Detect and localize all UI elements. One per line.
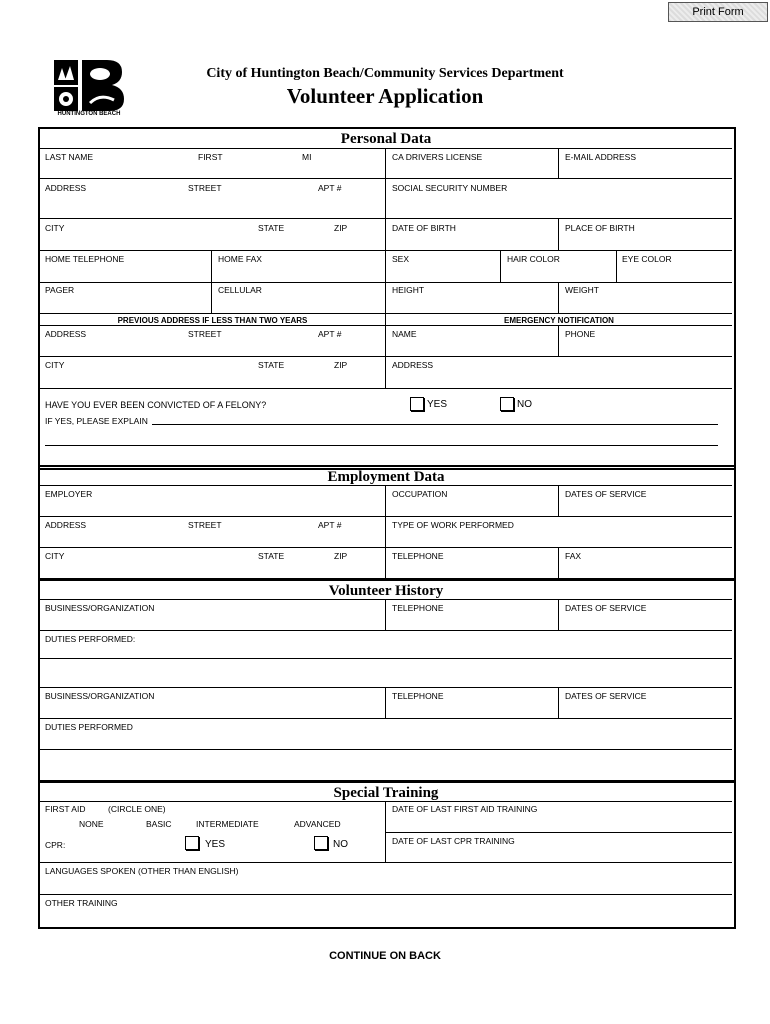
height-label: HEIGHT (392, 285, 425, 295)
prev-street-label: STREET (188, 329, 222, 339)
felony-yes-label: YES (427, 399, 448, 410)
explain-line-1[interactable] (152, 424, 718, 425)
home-fax-label: HOME FAX (218, 254, 262, 264)
employment-address-label: ADDRESS (45, 520, 87, 530)
zip-label: ZIP (334, 223, 348, 233)
felony-yes-checkbox[interactable] (410, 397, 424, 411)
personal-data-title: Personal Data (340, 131, 432, 147)
last-name-label: LAST NAME (45, 152, 94, 162)
employment-state-label: STATE (258, 551, 285, 561)
employment-telephone-label: TELEPHONE (392, 551, 444, 561)
eye-color-label: EYE COLOR (622, 254, 672, 264)
employment-fax-label: FAX (565, 551, 582, 561)
employment-city-label: CITY (45, 551, 65, 561)
felony-question: HAVE YOU EVER BEEN CONVICTED OF A FELONY? (45, 400, 267, 410)
cpr-yes-checkbox[interactable] (185, 836, 199, 850)
first-aid-none-option[interactable]: NONE (79, 819, 104, 829)
first-name-label: FIRST (198, 152, 223, 162)
pob-label: PLACE OF BIRTH (565, 223, 635, 233)
cellular-label: CELLULAR (218, 285, 262, 295)
employment-dates-label: DATES OF SERVICE (565, 489, 647, 499)
explain-line-2[interactable] (45, 445, 718, 446)
pager-label: PAGER (45, 285, 75, 295)
cpr-label: CPR: (45, 840, 66, 850)
mi-label: MI (302, 152, 312, 162)
last-first-aid-label: DATE OF LAST FIRST AID TRAINING (392, 804, 538, 814)
duties-2-label: DUTIES PERFORMED (45, 722, 133, 732)
apt-label: APT # (318, 183, 342, 193)
organization-1-label: BUSINESS/ORGANIZATION (45, 603, 155, 613)
volunteer-dates-1-label: DATES OF SERVICE (565, 603, 647, 613)
cpr-no-label: NO (333, 839, 348, 850)
felony-no-label: NO (517, 399, 532, 410)
print-form-button[interactable]: Print Form (668, 2, 768, 22)
circle-one-label: (CIRCLE ONE) (108, 804, 166, 814)
emergency-address-label: ADDRESS (392, 360, 434, 370)
emergency-notification-heading: EMERGENCY NOTIFICATION (504, 316, 614, 325)
first-aid-advanced-option[interactable]: ADVANCED (294, 819, 341, 829)
sex-label: SEX (392, 254, 410, 264)
last-cpr-label: DATE OF LAST CPR TRAINING (392, 836, 515, 846)
organization-2-label: BUSINESS/ORGANIZATION (45, 691, 155, 701)
drivers-license-label: CA DRIVERS LICENSE (392, 152, 483, 162)
page-title: Volunteer Application (286, 84, 484, 108)
home-telephone-label: HOME TELEPHONE (45, 254, 125, 264)
special-training-title: Special Training (333, 785, 439, 801)
cpr-no-checkbox[interactable] (314, 836, 328, 850)
volunteer-history-title: Volunteer History (328, 583, 444, 599)
address-label: ADDRESS (45, 183, 87, 193)
employment-zip-label: ZIP (334, 551, 348, 561)
state-label: STATE (258, 223, 285, 233)
employment-apt-label: APT # (318, 520, 342, 530)
explain-label: IF YES, PLEASE EXPLAIN (45, 416, 148, 426)
volunteer-telephone-2-label: TELEPHONE (392, 691, 444, 701)
email-label: E-MAIL ADDRESS (565, 152, 637, 162)
cpr-yes-label: YES (205, 839, 226, 850)
volunteer-dates-2-label: DATES OF SERVICE (565, 691, 647, 701)
department-name: City of Huntington Beach/Community Services Department (206, 66, 564, 81)
duties-1-label: DUTIES PERFORMED: (45, 634, 136, 644)
street-label: STREET (188, 183, 222, 193)
employment-street-label: STREET (188, 520, 222, 530)
prev-address-label: ADDRESS (45, 329, 87, 339)
city-logo (52, 58, 126, 120)
logo-text: HUNTINGTON BEACH (57, 111, 121, 117)
prev-city-label: CITY (45, 360, 65, 370)
city-label: CITY (45, 223, 65, 233)
employment-data-title: Employment Data (327, 469, 445, 485)
prev-apt-label: APT # (318, 329, 342, 339)
work-type-label: TYPE OF WORK PERFORMED (392, 520, 514, 530)
first-aid-intermediate-option[interactable]: INTERMEDIATE (196, 819, 259, 829)
other-training-label: OTHER TRAINING (45, 898, 118, 908)
first-aid-basic-option[interactable]: BASIC (146, 819, 172, 829)
languages-label: LANGUAGES SPOKEN (OTHER THAN ENGLISH) (45, 866, 239, 876)
emergency-phone-label: PHONE (565, 329, 596, 339)
ssn-label: SOCIAL SECURITY NUMBER (392, 183, 508, 193)
continue-on-back: CONTINUE ON BACK (329, 950, 441, 962)
dob-label: DATE OF BIRTH (392, 223, 456, 233)
employer-label: EMPLOYER (45, 489, 93, 499)
felony-no-checkbox[interactable] (500, 397, 514, 411)
weight-label: WEIGHT (565, 285, 599, 295)
first-aid-label: FIRST AID (45, 804, 86, 814)
previous-address-heading: PREVIOUS ADDRESS IF LESS THAN TWO YEARS (117, 316, 308, 325)
prev-zip-label: ZIP (334, 360, 348, 370)
prev-state-label: STATE (258, 360, 285, 370)
volunteer-telephone-1-label: TELEPHONE (392, 603, 444, 613)
emergency-name-label: NAME (392, 329, 417, 339)
hair-color-label: HAIR COLOR (507, 254, 560, 264)
occupation-label: OCCUPATION (392, 489, 448, 499)
